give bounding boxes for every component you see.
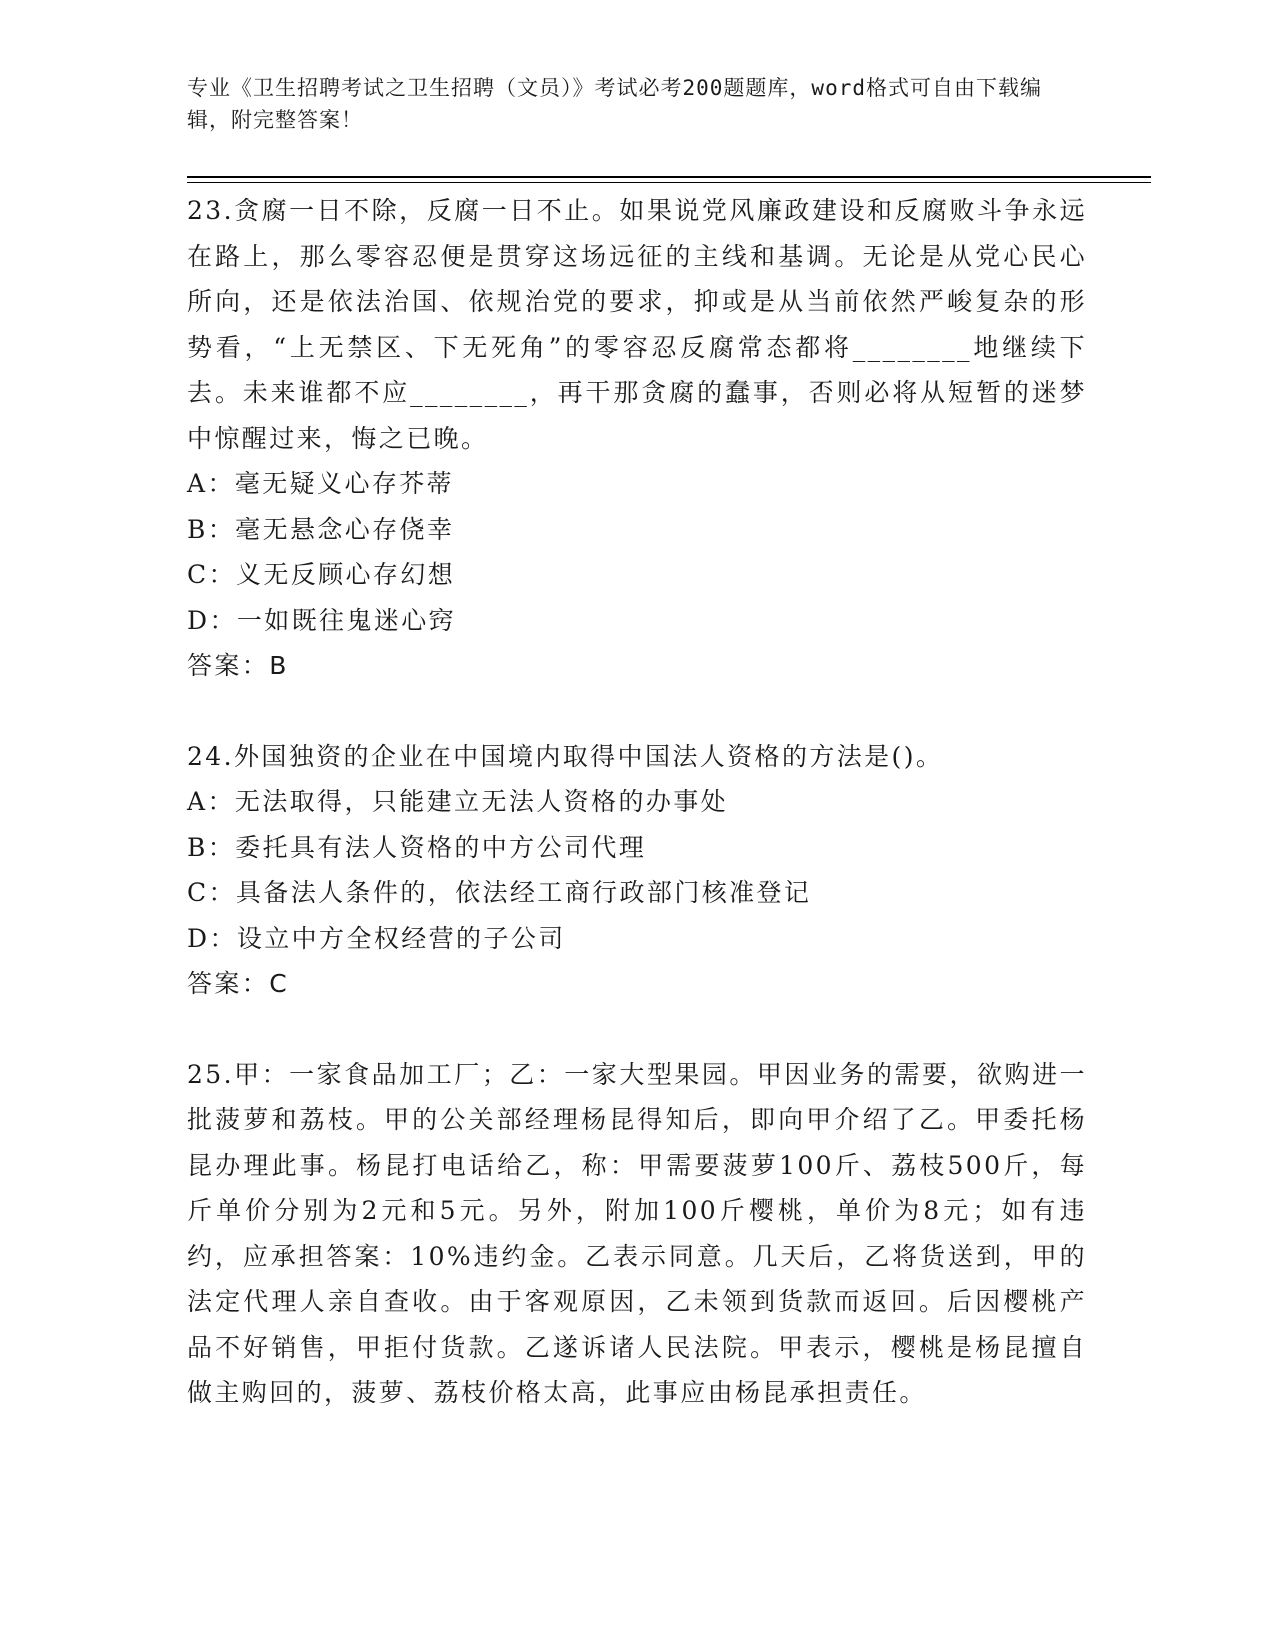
question-spacer <box>187 1007 1087 1052</box>
option-d: D：一如既往鬼迷心窍 <box>187 605 457 635</box>
option-c: C：义无反顾心存幻想 <box>187 560 456 589</box>
question-25 <box>187 1052 1087 1416</box>
question-stem: 25.甲：一家食品加工厂；乙：一家大型果园。甲因业务的需要，欲购进一批菠萝和荔枝。甲的公关部经理杨昆得知后，即向甲介绍了乙。甲委托杨昆办理此事。杨昆打电话给乙，称：甲需要菠萝100斤、荔枝500斤，每斤单价分别为2元和5元。另外，附加100斤樱桃，单价为8元；如有违约，应承担答案：10%违约金。乙表示同意。几天后，乙将货送到，甲的法定代理人亲自查收。由于客观原因，乙未领到货款而返回。后因樱桃产品不好销售，甲拒付货款。乙遂诉诸人民法院。甲表示，樱桃是杨昆擅自做主购回的，菠萝、荔枝价格太高，此事应由杨昆承担责任。 <box>187 1059 1087 1407</box>
document-header: 专业《卫生招聘考试之卫生招聘（文员）》考试必考200题题库，word格式可自由下载编辑，附完整答案！ <box>187 76 1042 132</box>
header-divider-thin <box>187 182 1151 183</box>
answer-line: 答案：B <box>187 651 289 680</box>
option-c: C：具备法人条件的，依法经工商行政部门核准登记 <box>187 878 812 907</box>
option-a: A：毫无疑义心存芥蒂 <box>187 469 455 498</box>
question-stem: 24.外国独资的企业在中国境内取得中国法人资格的方法是()。 <box>187 741 944 771</box>
question-24 <box>187 734 1087 1007</box>
question-list <box>187 188 1087 1416</box>
option-b: B：毫无悬念心存侥幸 <box>187 514 455 544</box>
option-a: A：无法取得，只能建立无法人资格的办事处 <box>187 787 729 816</box>
question-stem: 23.贪腐一日不除，反腐一日不止。如果说党风廉政建设和反腐败斗争永远在路上，那么零容忍便是贯穿这场远征的主线和基调。无论是从党心民心所向，还是依法治国、依规治党的要求，抑或是从当前依然严峻复杂的形势看，“上无禁区、下无死角”的零容忍反腐常态都将________地继续下去。未来谁都不应________，再干那贪腐的蠢事，否则必将从短暂的迷梦中惊醒过来，悔之已晚。 <box>187 196 1087 453</box>
question-spacer <box>187 689 1087 734</box>
option-d: D：设立中方全权经营的子公司 <box>187 923 566 953</box>
question-23 <box>187 188 1087 689</box>
option-b: B：委托具有法人资格的中方公司代理 <box>187 832 647 862</box>
answer-line: 答案：C <box>187 969 290 998</box>
header-divider-thick <box>187 176 1151 178</box>
